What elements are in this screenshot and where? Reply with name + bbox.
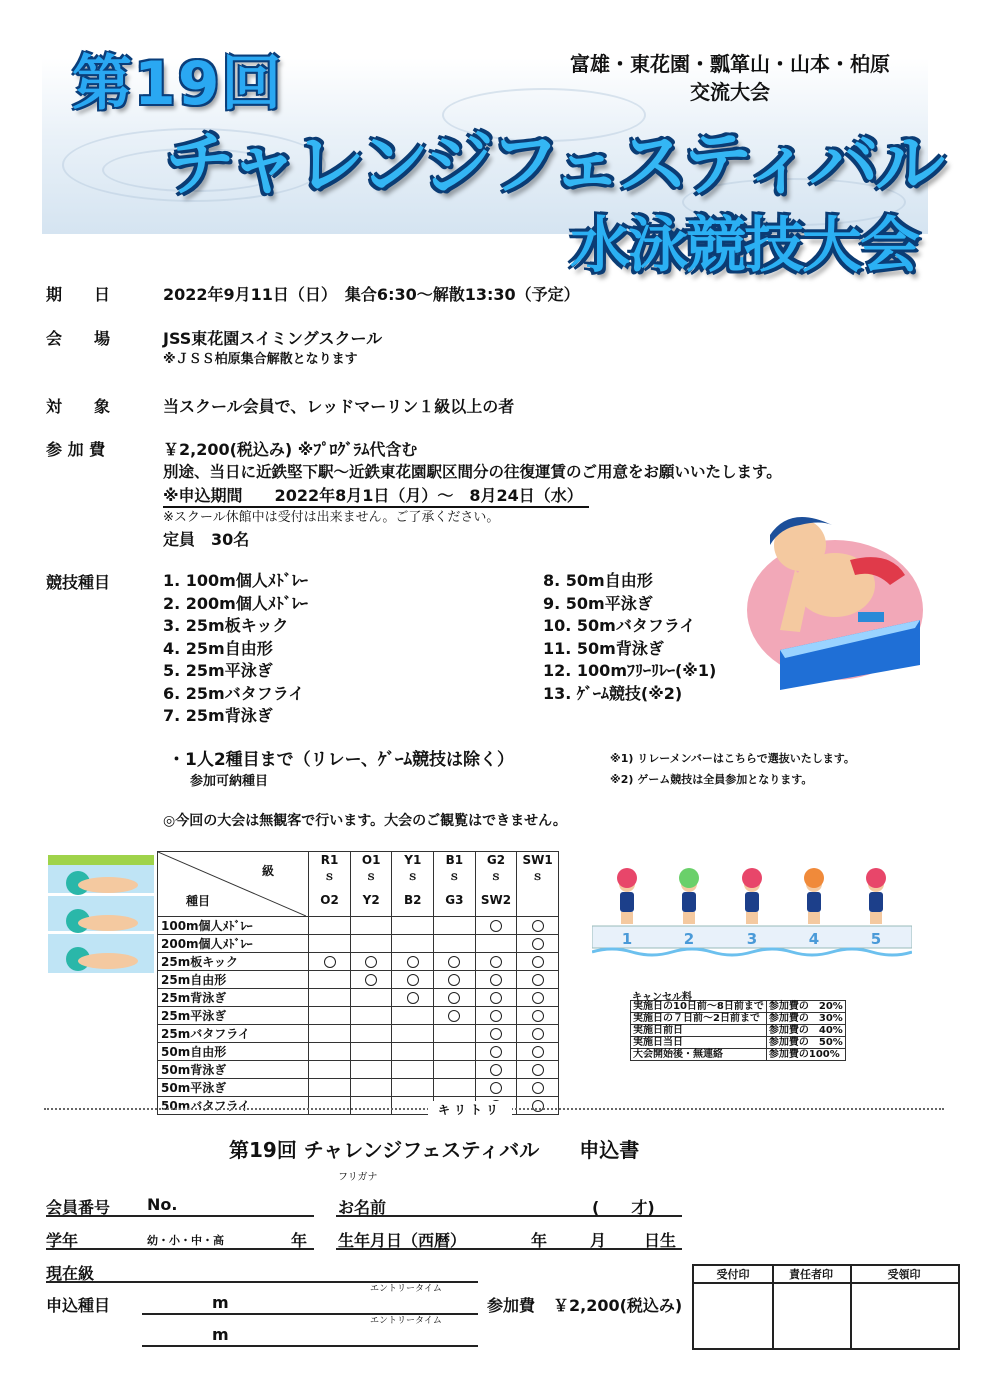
event-name-cell: 25mバタフライ [158,1025,309,1043]
podium-illustration [592,862,912,960]
eligibility-cell [350,1043,392,1061]
eligibility-cell [434,1025,476,1043]
eligible-mark [532,938,544,950]
eligibility-cell [309,1007,351,1025]
event-item: 6. 25mバタフライ [163,683,305,703]
eligibility-cell [350,917,392,935]
event-item: 4. 25m自由形 [163,638,273,658]
event-name-cell: 50m平泳ぎ [158,1079,309,1097]
lane-number: 2 [683,930,695,948]
eligibility-cell [434,917,476,935]
venue-label: 会 場 [46,329,111,348]
eligibility-cell [434,953,476,971]
cancel-timing: 大会開始後・無連絡 [631,1049,767,1061]
eligibility-cell [392,1043,434,1061]
grade-header: Y1 ｓ [392,852,434,885]
eligible-mark [448,992,460,1004]
eligibility-cell [350,1079,392,1097]
table-row [158,1025,559,1043]
eligible-mark [490,992,502,1004]
cancel-fee: 参加費の100% [766,1049,845,1061]
eligibility-cell [517,1043,559,1061]
table-row [158,1079,559,1097]
eligibility-cell [309,1061,351,1079]
lane-number: 5 [870,930,882,948]
manager-stamp-label: 責任者印 [789,1268,833,1281]
table-corner: 級 種目 [158,852,309,917]
stamp-boxes [692,1264,960,1350]
event-name-cell: 200m個人ﾒﾄﾞﾚｰ [158,935,309,953]
table-row [158,971,559,989]
event-item: 7. 25m背泳ぎ [163,706,273,725]
cancel-row [631,1013,846,1025]
reception-stamp-label: 受付印 [716,1268,750,1281]
eligible-mark [407,974,419,986]
eligible-mark [532,1100,544,1112]
event-name-cell: 50mバタフライ [158,1097,309,1115]
eligibility-cell [517,953,559,971]
eligibility-cell [392,971,434,989]
eligibility-cell [309,953,351,971]
eligible-mark [490,1028,502,1040]
grade-header: G2 ｓ [475,852,517,885]
lane-number: 3 [746,930,758,948]
eligibility-cell [392,989,434,1007]
eligibility-cell [475,953,517,971]
closed-note: ※スクール休館中は受付は出来ません。ご了承ください。 [163,510,500,525]
swimmer-kid [742,868,762,924]
eligible-mark [490,1046,502,1058]
participation-fee-value: ￥2,200(税込み) [553,1296,683,1315]
grade-header: R1 ｓ [309,852,351,885]
entry-limit-sub: 参加可納種目 [190,774,269,789]
eligibility-cell [517,1007,559,1025]
eligible-mark [407,992,419,1004]
eligibility-cell [392,917,434,935]
eligibility-cell [434,1007,476,1025]
cancel-row [631,1025,846,1037]
event-item: 3. 25m板キック [163,616,289,635]
table-row [158,1043,559,1061]
eligibility-cell [434,989,476,1007]
eligible-mark [365,974,377,986]
birth-label: 生年月日（西暦） [338,1231,467,1250]
venue-note: ※ＪＳＳ柏原集合解散となります [163,352,358,367]
event-name-cell: 100m個人ﾒﾄﾞﾚｰ [158,917,309,935]
relay-note: ※1) リレーメンバーはこちらで選抜いたします。 [610,752,855,765]
birth-year-unit: 年 [531,1231,548,1250]
event-item: 12. 100mﾌﾘｰﾘﾚｰ(※1) [543,661,717,680]
swimmer-kid [866,868,886,924]
birth-month-unit: 月 [590,1231,607,1250]
eligible-mark [324,956,336,968]
entry-meter-2[interactable]: m [212,1325,229,1344]
eligibility-cell [475,1007,517,1025]
eligible-mark [532,1046,544,1058]
current-grade-label: 現在級 [46,1264,95,1283]
eligibility-cell [475,971,517,989]
year-unit: 年 [291,1231,308,1250]
table-row [158,989,559,1007]
eligibility-cell [309,1025,351,1043]
eligibility-cell [350,971,392,989]
eligible-mark [490,956,502,968]
swimmer-kid [804,868,824,924]
eligibility-cell [517,917,559,935]
eligibility-cell [475,935,517,953]
member-no-field[interactable]: No. [147,1195,178,1214]
events-label: 競技種目 [46,573,111,592]
eligibility-cell [517,1079,559,1097]
eligible-mark [532,1082,544,1094]
cancel-fee: 参加費の 30% [766,1013,845,1025]
entry-time-label: エントリータイム [370,1316,442,1326]
eligibility-cell [392,1007,434,1025]
eligibility-cell [517,1097,559,1115]
table-row [158,935,559,953]
eligible-mark [490,974,502,986]
grade-event-table: 級 種目 R1 ｓ O1 ｓ Y1 ｓ B1 ｓ G2 ｓ SW1 ｓ O2 Y2 B2 G3 SW2 100m個人ﾒﾄﾞﾚｰ 200m個人ﾒﾄﾞﾚｰ 25m板キック 25m自由形 25m背泳ぎ 25m平泳ぎ 25mバタフライ 50m自由形 50m背泳ぎ 50m平泳ぎ 50mバタフライ [157,851,559,1115]
eligible-mark [532,974,544,986]
venue-value: JSS東花園スイミングスクール [163,329,383,348]
entry-time-label: エントリータイム [370,1284,442,1294]
eligibility-cell [475,917,517,935]
eligible-mark [365,956,377,968]
birth-day-unit: 日生 [644,1231,677,1250]
schools: 富雄・東花園・瓢箪山・山本・柏原 交流大会 [570,52,890,104]
eligibility-cell [309,989,351,1007]
eligibility-cell [517,935,559,953]
eligibility-cell [392,935,434,953]
eligibility-cell [309,1043,351,1061]
cancel-timing: 実施日の７日前～2日前まで [631,1013,767,1025]
game-note: ※2) ゲーム競技は全員参加となります。 [610,773,813,786]
eligibility-cell [309,1079,351,1097]
event-name-cell: 25m背泳ぎ [158,989,309,1007]
entry-limit: ・1人2種目まで（リレー、ｹﾞｰﾑ競技は除く） [168,750,514,770]
fee-value: ￥2,200(税込み) ※ﾌﾟﾛｸﾞﾗﾑ代含む [163,440,418,459]
eligibility-cell [350,1025,392,1043]
event-item: 2. 200m個人ﾒﾄﾞﾚｰ [163,593,308,613]
eligible-mark [490,1010,502,1022]
fee-label: 参 加 費 [46,440,106,459]
eligibility-cell [517,1025,559,1043]
cut-label: キリトリ [428,1101,512,1118]
eligible-mark [532,1028,544,1040]
eligibility-cell [475,1025,517,1043]
swimmer-kid [617,868,637,924]
eligibility-cell [350,935,392,953]
event-item: 10. 50mバタフライ [543,616,696,635]
event-item: 11. 50m背泳ぎ [543,638,664,658]
eligibility-cell [475,1061,517,1079]
event-item: 5. 25m平泳ぎ [163,661,273,680]
eligibility-cell [434,1043,476,1061]
eligibility-cell [434,971,476,989]
eligible-mark [532,920,544,932]
eligibility-cell [309,1097,351,1115]
fee-note: 別途、当日に近鉄堅下駅～近鉄東花園駅区間分の往復運賃のご用意をお願いいたします。 [163,463,782,481]
main-title: チャレンジフェスティバル [165,123,941,205]
eligibility-cell [309,935,351,953]
member-no-label: 会員番号 [46,1198,111,1217]
swimmers-illustration [48,855,154,973]
events-left-list [163,570,308,728]
eligible-mark [448,1010,460,1022]
cancel-fee: 参加費の 50% [766,1037,845,1049]
grade-header: SW1 ｓ [517,852,559,885]
eligible-mark [490,920,502,932]
table-row [158,953,559,971]
grade-header: B1 ｓ [434,852,476,885]
eligibility-cell [517,1061,559,1079]
lane-number: 4 [808,930,820,948]
entry-event-label: 申込種目 [46,1296,111,1315]
eligibility-cell [434,935,476,953]
cancel-title: キャンセル料 [632,992,692,1003]
event-name-cell: 50m背泳ぎ [158,1061,309,1079]
target-label: 対 象 [46,397,111,416]
school-options[interactable]: 幼・小・中・高 [147,1234,224,1247]
eligible-mark [490,1064,502,1076]
eligibility-cell [475,1043,517,1061]
eligibility-cell [392,1079,434,1097]
age-field[interactable]: ( 才) [592,1198,655,1217]
no-spectators-note: ◎今回の大会は無観客で行います。大会のご観覧はできません。 [163,813,567,829]
eligible-mark [407,956,419,968]
eligibility-cell [517,971,559,989]
application-period: ※申込期間 2022年8月1日（月）～ 8月24日（水） [163,483,589,508]
participation-fee-label: 参加費 [487,1296,536,1315]
eligibility-cell [392,1025,434,1043]
event-item: 1. 100m個人ﾒﾄﾞﾚｰ [163,571,308,590]
sub-title: 水泳競技大会 [570,211,918,281]
eligible-mark [532,1010,544,1022]
cancel-table [630,1000,846,1061]
diver-illustration [740,500,930,690]
cancel-row [631,1001,846,1013]
eligibility-cell [517,989,559,1007]
table-row [158,917,559,935]
cancel-timing: 実施日の10日前～8日前まで [631,1001,767,1013]
eligibility-cell [350,1007,392,1025]
target-value: 当スクール会員で、レッドマーリン１級以上の者 [163,397,515,416]
eligibility-cell [475,989,517,1007]
cancel-timing: 実施日前日 [631,1025,767,1037]
form-title: 第19回 チャレンジフェスティバル 申込書 [229,1138,640,1162]
eligibility-cell [350,953,392,971]
cancel-fee: 参加費の 20% [766,1001,845,1013]
eligible-mark [532,992,544,1004]
eligibility-cell [350,1061,392,1079]
cancel-row [631,1049,846,1061]
cancel-fee: 参加費の 40% [766,1025,845,1037]
school-year-label: 学年 [46,1231,79,1250]
event-name-cell: 25m自由形 [158,971,309,989]
eligible-mark [532,1064,544,1076]
eligible-mark [448,956,460,968]
eligibility-cell [350,989,392,1007]
date-value: 2022年9月11日（日） 集合6:30～解散13:30（予定） [163,285,580,304]
eligibility-cell [392,1061,434,1079]
furigana-label: フリガナ [338,1172,378,1183]
name-label: お名前 [338,1198,387,1217]
event-item: 13. ｹﾞｰﾑ競技(※2) [543,683,683,703]
table-row [158,1061,559,1079]
lane-number: 1 [621,930,633,948]
entry-meter-1[interactable]: m [212,1293,229,1312]
grade-header: O1 ｓ [350,852,392,885]
swimmer-kid [679,868,699,924]
receipt-stamp-label: 受領印 [887,1268,921,1281]
table-row [158,1007,559,1025]
event-name-cell: 25m平泳ぎ [158,1007,309,1025]
events-right-list [543,570,716,705]
cancel-timing: 実施日当日 [631,1037,767,1049]
event-item: 8. 50m自由形 [543,571,653,590]
eligibility-cell [475,1079,517,1097]
eligible-mark [448,974,460,986]
event-name-cell: 25m板キック [158,953,309,971]
event-item: 9. 50m平泳ぎ [543,593,653,613]
cancel-row [631,1037,846,1049]
eligibility-cell [309,917,351,935]
eligibility-cell [434,1079,476,1097]
event-name-cell: 50m自由形 [158,1043,309,1061]
eligibility-cell [350,1097,392,1115]
eligible-mark [490,1082,502,1094]
date-label: 期 日 [46,285,111,304]
edition-title: 第19回 [72,49,284,119]
eligibility-cell [434,1061,476,1079]
eligibility-cell [309,971,351,989]
capacity: 定員 30名 [163,530,250,549]
eligibility-cell [392,953,434,971]
eligible-mark [532,956,544,968]
